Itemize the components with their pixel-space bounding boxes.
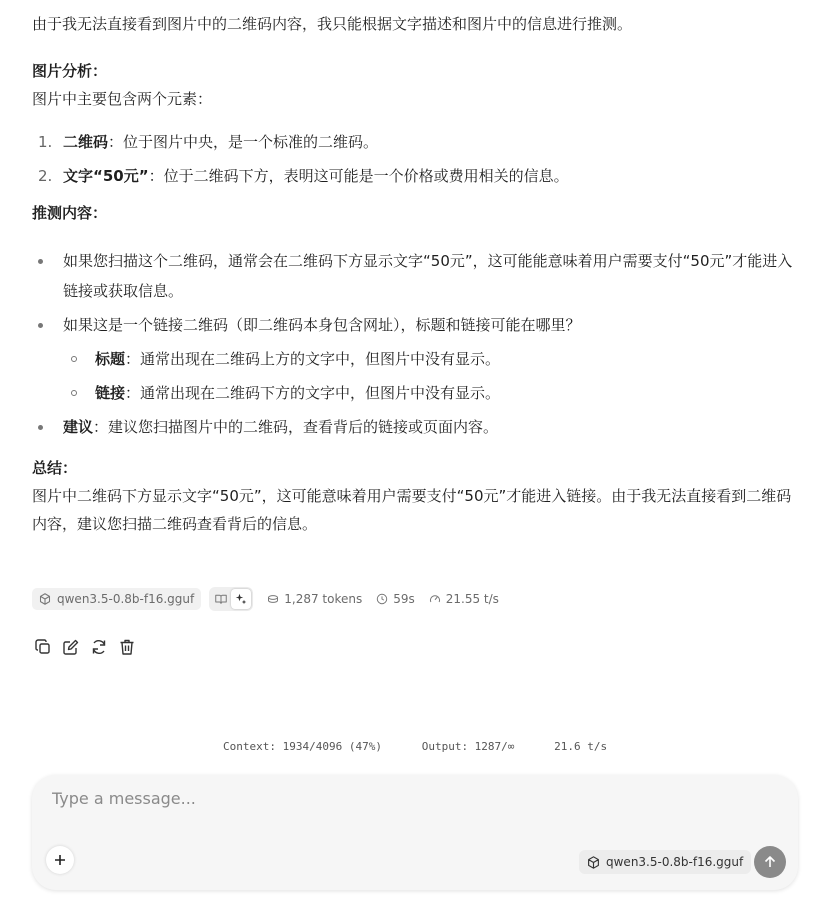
token-count	[267, 592, 362, 606]
generation-speed-label: 21.55 t/s	[445, 592, 499, 606]
list-number: 1.	[38, 133, 53, 151]
list-item-title: 二维码	[63, 133, 109, 151]
assistant-message	[32, 8, 802, 538]
list-item	[32, 159, 802, 193]
delete-icon[interactable]	[118, 638, 136, 656]
output-stat: Output: 1287/∞	[421, 740, 515, 753]
context-stat: Context: 1934/4096 (47%)	[223, 740, 382, 753]
clock-icon	[376, 593, 388, 605]
cube-icon	[39, 593, 51, 605]
list-item-text: ：位于二维码下方，表明这可能是一个价格或费用相关的信息。	[148, 167, 569, 185]
plus-icon	[54, 854, 66, 866]
model-selector-label: qwen3.5-0.8b-f16.gguf	[606, 855, 744, 869]
list-item-text: ：位于图片中央，是一个标准的二维码。	[108, 133, 379, 151]
book-icon[interactable]	[211, 589, 231, 609]
edit-icon[interactable]	[62, 638, 80, 656]
sparkle-icon[interactable]	[231, 589, 251, 609]
summary-heading: 总结：	[32, 459, 78, 477]
generation-time	[376, 592, 415, 606]
generation-time-label: 59s	[393, 592, 415, 606]
gauge-icon	[429, 593, 441, 605]
message-meta	[32, 587, 499, 611]
model-badge-label: qwen3.5-0.8b-f16.gguf	[57, 592, 195, 606]
sub-item-text: ：通常出现在二维码下方的文字中，但图片中没有显示。	[125, 384, 501, 402]
cube-icon	[587, 856, 600, 869]
list-item	[32, 246, 802, 306]
list-item	[32, 125, 802, 159]
list-item	[32, 310, 802, 408]
list-item-title: 文字“50元”	[63, 167, 149, 185]
guess-1-text: 如果您扫描这个二维码，通常会在二维码下方显示文字“50元”，这可能能意味着用户需要支付“50元”才能进入链接或获取信息。	[63, 252, 793, 300]
message-input[interactable]	[52, 787, 752, 809]
model-badge	[32, 588, 201, 610]
copy-icon[interactable]	[34, 638, 52, 656]
model-selector[interactable]	[579, 850, 751, 874]
message-actions	[34, 638, 146, 656]
analysis-text: 图片中主要包含两个元素：	[32, 90, 213, 108]
token-count-label: 1,287 tokens	[284, 592, 363, 606]
suggest-text: ：建议您扫描图片中的二维码，查看背后的链接或页面内容。	[93, 418, 499, 436]
generation-speed	[429, 592, 499, 606]
sub-list-item	[63, 344, 802, 374]
tokens-icon	[267, 594, 279, 604]
guess-2-text: 如果这是一个链接二维码（即二维码本身包含网址），标题和链接可能在哪里？	[63, 316, 581, 334]
sub-list	[63, 344, 802, 408]
intro-text: 由于我无法直接看到图片中的二维码内容，我只能根据文字描述和图片中的信息进行推测。	[32, 15, 633, 33]
regenerate-icon[interactable]	[90, 638, 108, 656]
guess-list	[32, 246, 802, 442]
generation-stats	[223, 740, 607, 753]
send-button[interactable]	[754, 846, 786, 878]
sub-item-text: ：通常出现在二维码上方的文字中，但图片中没有显示。	[125, 350, 501, 368]
sub-list-item	[63, 378, 802, 408]
elements-list	[32, 125, 802, 193]
summary-text: 图片中二维码下方显示文字“50元”，这可能意味着用户需要支付“50元”才能进入链接。由于我无法直接看到二维码内容，建议您扫描二维码查看背后的信息。	[32, 487, 792, 533]
sub-item-title: 标题	[95, 350, 126, 368]
list-number: 2.	[38, 167, 53, 185]
list-item	[32, 412, 802, 442]
analysis-heading: 图片分析：	[32, 62, 108, 80]
speed-stat: 21.6 t/s	[554, 740, 608, 753]
view-toggle[interactable]	[209, 587, 253, 611]
sub-item-title: 链接	[95, 384, 126, 402]
arrow-up-icon	[763, 855, 777, 869]
attach-button[interactable]	[46, 846, 74, 874]
message-composer	[32, 775, 798, 890]
guess-heading: 推测内容：	[32, 204, 108, 222]
suggest-title: 建议	[63, 418, 94, 436]
